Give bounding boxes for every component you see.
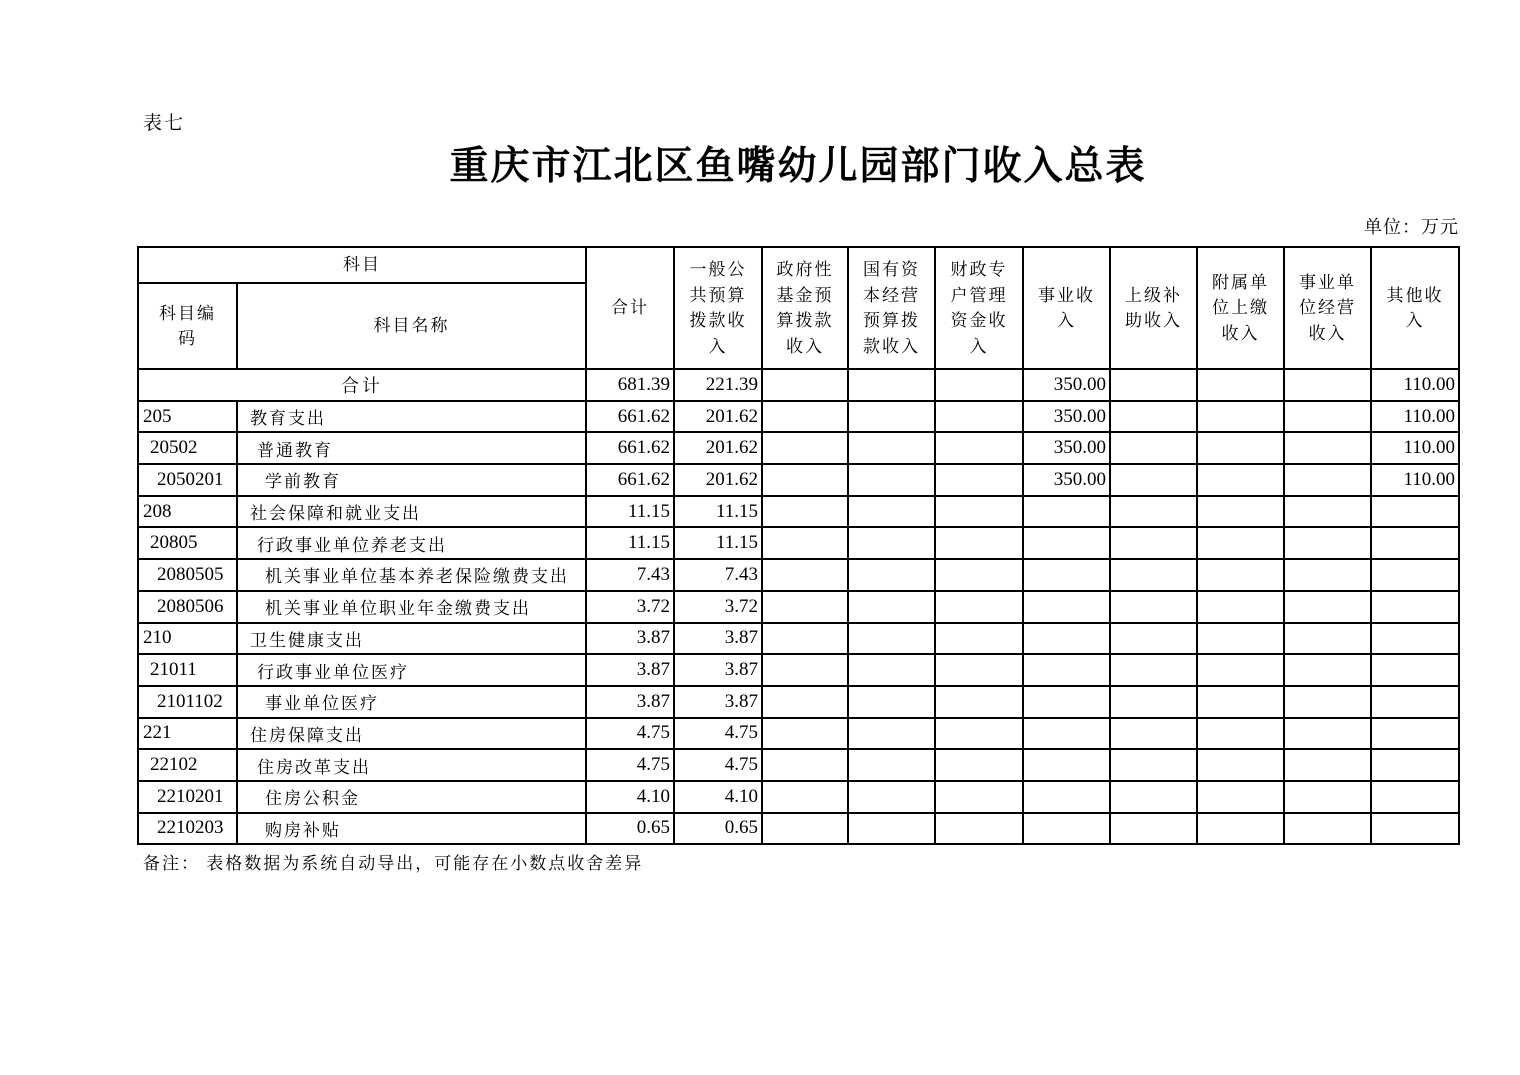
value-cell [1110,749,1197,781]
table-body [138,369,1459,844]
subject-name-cell: 购房补贴 [237,813,586,845]
header-col-govt-fund-budget: 政府性基金预算拨款收入 [762,247,848,369]
page-title: 重庆市江北区鱼嘴幼儿园部门收入总表 [449,145,1147,188]
value-cell [762,749,848,781]
value-cell [848,496,935,528]
value-cell [1023,623,1110,655]
value-cell: 3.87 [674,623,762,655]
header-col-fiscal-special-account: 财政专户管理资金收入 [935,247,1023,369]
value-cell: 110.00 [1371,432,1459,464]
value-cell [1197,464,1284,496]
value-cell [762,781,848,813]
value-cell: 3.87 [674,654,762,686]
value-cell [1110,813,1197,845]
value-cell: 4.75 [586,718,674,750]
value-cell [762,686,848,718]
value-cell [1197,781,1284,813]
value-cell [848,654,935,686]
header-subject-name: 科目名称 [237,283,586,369]
header-col-total: 合计 [586,247,674,369]
value-cell: 350.00 [1023,432,1110,464]
value-cell [1371,559,1459,591]
value-cell [1284,781,1371,813]
table-row [138,654,1459,686]
value-cell: 7.43 [674,559,762,591]
value-cell: 350.00 [1023,401,1110,433]
value-cell [935,813,1023,845]
value-cell: 110.00 [1371,464,1459,496]
footnote: 备注： 表格数据为系统自动导出，可能存在小数点收舍差异 [143,854,644,873]
value-cell: 11.15 [674,527,762,559]
value-cell [1110,591,1197,623]
value-cell [1284,591,1371,623]
value-cell [762,432,848,464]
value-cell [935,496,1023,528]
header-col-affiliate-remittance: 附属单位上缴收入 [1197,247,1284,369]
unit-label: 单位：万元 [1364,217,1459,237]
value-cell [1197,496,1284,528]
value-cell [1110,718,1197,750]
value-cell [1371,591,1459,623]
value-cell: 3.72 [674,591,762,623]
value-cell [1197,559,1284,591]
value-cell [762,654,848,686]
value-cell: 201.62 [674,464,762,496]
subject-code-cell: 208 [138,496,237,528]
subject-code-cell: 22102 [138,749,237,781]
value-cell [848,464,935,496]
value-cell [1284,496,1371,528]
value-cell [848,781,935,813]
header-subject-code: 科目编码 [138,283,237,369]
value-cell [1023,559,1110,591]
value-cell [1110,686,1197,718]
value-cell [1371,781,1459,813]
value-cell: 3.87 [586,686,674,718]
value-cell: 350.00 [1023,464,1110,496]
value-cell [1371,623,1459,655]
value-cell [762,813,848,845]
value-cell [848,591,935,623]
value-cell [1110,623,1197,655]
value-cell [1371,496,1459,528]
value-cell [935,369,1023,401]
value-cell [1371,718,1459,750]
value-cell [935,686,1023,718]
value-cell [1023,686,1110,718]
header-col-institution-income: 事业收入 [1023,247,1110,369]
value-cell [1284,623,1371,655]
value-cell [1110,401,1197,433]
value-cell [1023,781,1110,813]
subject-code-cell: 2080505 [138,559,237,591]
value-cell: 0.65 [586,813,674,845]
value-cell [1197,623,1284,655]
header-col-superior-subsidy: 上级补助收入 [1110,247,1197,369]
value-cell [1023,591,1110,623]
table-row [138,496,1459,528]
subject-code-cell: 2101102 [138,686,237,718]
subject-code-cell: 2080506 [138,591,237,623]
value-cell [1284,749,1371,781]
subject-name-cell: 行政事业单位养老支出 [237,527,586,559]
value-cell [1284,464,1371,496]
subject-name-cell: 社会保障和就业支出 [237,496,586,528]
table-row [138,464,1459,496]
value-cell [1110,654,1197,686]
value-cell: 11.15 [586,496,674,528]
value-cell [1110,464,1197,496]
value-cell [762,464,848,496]
value-cell [935,559,1023,591]
value-cell [1110,527,1197,559]
value-cell: 4.75 [674,749,762,781]
value-cell [935,591,1023,623]
table-row [138,813,1459,845]
value-cell: 110.00 [1371,401,1459,433]
value-cell: 3.87 [586,623,674,655]
value-cell [1023,527,1110,559]
subject-name-cell: 普通教育 [237,432,586,464]
value-cell [1284,527,1371,559]
header-col-other-income: 其他收入 [1371,247,1459,369]
value-cell [848,686,935,718]
value-cell [848,623,935,655]
value-cell [1284,718,1371,750]
value-cell [1371,527,1459,559]
value-cell [1197,654,1284,686]
subject-total-cell: 合计 [138,369,586,401]
table-row [138,718,1459,750]
subject-code-cell: 221 [138,718,237,750]
subject-name-cell: 事业单位医疗 [237,686,586,718]
value-cell [1110,496,1197,528]
value-cell: 661.62 [586,401,674,433]
value-cell [848,813,935,845]
value-cell [1284,559,1371,591]
value-cell [848,369,935,401]
value-cell [1284,401,1371,433]
value-cell [1284,432,1371,464]
subject-name-cell: 住房公积金 [237,781,586,813]
value-cell [1197,686,1284,718]
subject-name-cell: 住房保障支出 [237,718,586,750]
table-row [138,686,1459,718]
value-cell: 3.72 [586,591,674,623]
subject-name-cell: 机关事业单位基本养老保险缴费支出 [237,559,586,591]
value-cell: 661.62 [586,432,674,464]
value-cell [1023,496,1110,528]
subject-code-cell: 2210201 [138,781,237,813]
value-cell [935,623,1023,655]
value-cell [762,591,848,623]
value-cell [935,527,1023,559]
value-cell: 350.00 [1023,369,1110,401]
value-cell [1197,432,1284,464]
value-cell: 3.87 [674,686,762,718]
value-cell: 201.62 [674,432,762,464]
value-cell [1110,369,1197,401]
value-cell [1371,654,1459,686]
header-col-institution-operating: 事业单位经营收入 [1284,247,1371,369]
value-cell [1197,369,1284,401]
value-cell [1284,686,1371,718]
value-cell [1284,654,1371,686]
value-cell: 7.43 [586,559,674,591]
value-cell: 221.39 [674,369,762,401]
value-cell [1197,527,1284,559]
subject-code-cell: 205 [138,401,237,433]
value-cell [762,718,848,750]
value-cell [935,432,1023,464]
value-cell [1284,813,1371,845]
value-cell [1023,749,1110,781]
subject-name-cell: 住房改革支出 [237,749,586,781]
value-cell [935,718,1023,750]
value-cell [762,559,848,591]
table-row [138,591,1459,623]
value-cell [848,559,935,591]
income-summary-table [137,246,1460,845]
value-cell [935,781,1023,813]
value-cell [1197,813,1284,845]
value-cell [935,464,1023,496]
value-cell [762,369,848,401]
subject-name-cell: 机关事业单位职业年金缴费支出 [237,591,586,623]
value-cell [762,496,848,528]
table-row [138,559,1459,591]
value-cell [1371,686,1459,718]
value-cell [935,654,1023,686]
value-cell [848,718,935,750]
value-cell [762,527,848,559]
value-cell: 110.00 [1371,369,1459,401]
value-cell [1371,813,1459,845]
value-cell [1197,749,1284,781]
value-cell: 4.10 [586,781,674,813]
subject-code-cell: 2210203 [138,813,237,845]
value-cell: 3.87 [586,654,674,686]
value-cell: 11.15 [586,527,674,559]
subject-name-cell: 教育支出 [237,401,586,433]
header-row-subject [138,247,1459,283]
table-number-label: 表七 [143,113,186,134]
subject-code-cell: 20502 [138,432,237,464]
header-col-general-public-budget: 一般公共预算拨款收入 [674,247,762,369]
table-row [138,401,1459,433]
value-cell [1023,813,1110,845]
value-cell [1371,749,1459,781]
value-cell: 201.62 [674,401,762,433]
value-cell [848,749,935,781]
table-row [138,623,1459,655]
value-cell [935,401,1023,433]
value-cell: 0.65 [674,813,762,845]
value-cell [1284,369,1371,401]
value-cell [1110,781,1197,813]
value-cell [1197,401,1284,433]
subject-code-cell: 21011 [138,654,237,686]
value-cell: 681.39 [586,369,674,401]
value-cell [1023,654,1110,686]
subject-code-cell: 20805 [138,527,237,559]
table-row [138,527,1459,559]
subject-code-cell: 2050201 [138,464,237,496]
subject-name-cell: 行政事业单位医疗 [237,654,586,686]
value-cell: 4.10 [674,781,762,813]
header-col-state-capital-budget: 国有资本经营预算拨款收入 [848,247,935,369]
value-cell [848,527,935,559]
value-cell [762,401,848,433]
value-cell: 4.75 [674,718,762,750]
table-row [138,749,1459,781]
value-cell [848,401,935,433]
value-cell: 11.15 [674,496,762,528]
value-cell [848,432,935,464]
value-cell [1110,559,1197,591]
table-row [138,781,1459,813]
value-cell: 661.62 [586,464,674,496]
subject-code-cell: 210 [138,623,237,655]
subject-name-cell: 学前教育 [237,464,586,496]
header-subject-group: 科目 [138,247,586,283]
value-cell [1197,718,1284,750]
value-cell [1110,432,1197,464]
subject-name-cell: 卫生健康支出 [237,623,586,655]
value-cell [762,623,848,655]
table-row [138,432,1459,464]
table-row [138,369,1459,401]
value-cell: 4.75 [586,749,674,781]
value-cell [1023,718,1110,750]
value-cell [935,749,1023,781]
value-cell [1197,591,1284,623]
